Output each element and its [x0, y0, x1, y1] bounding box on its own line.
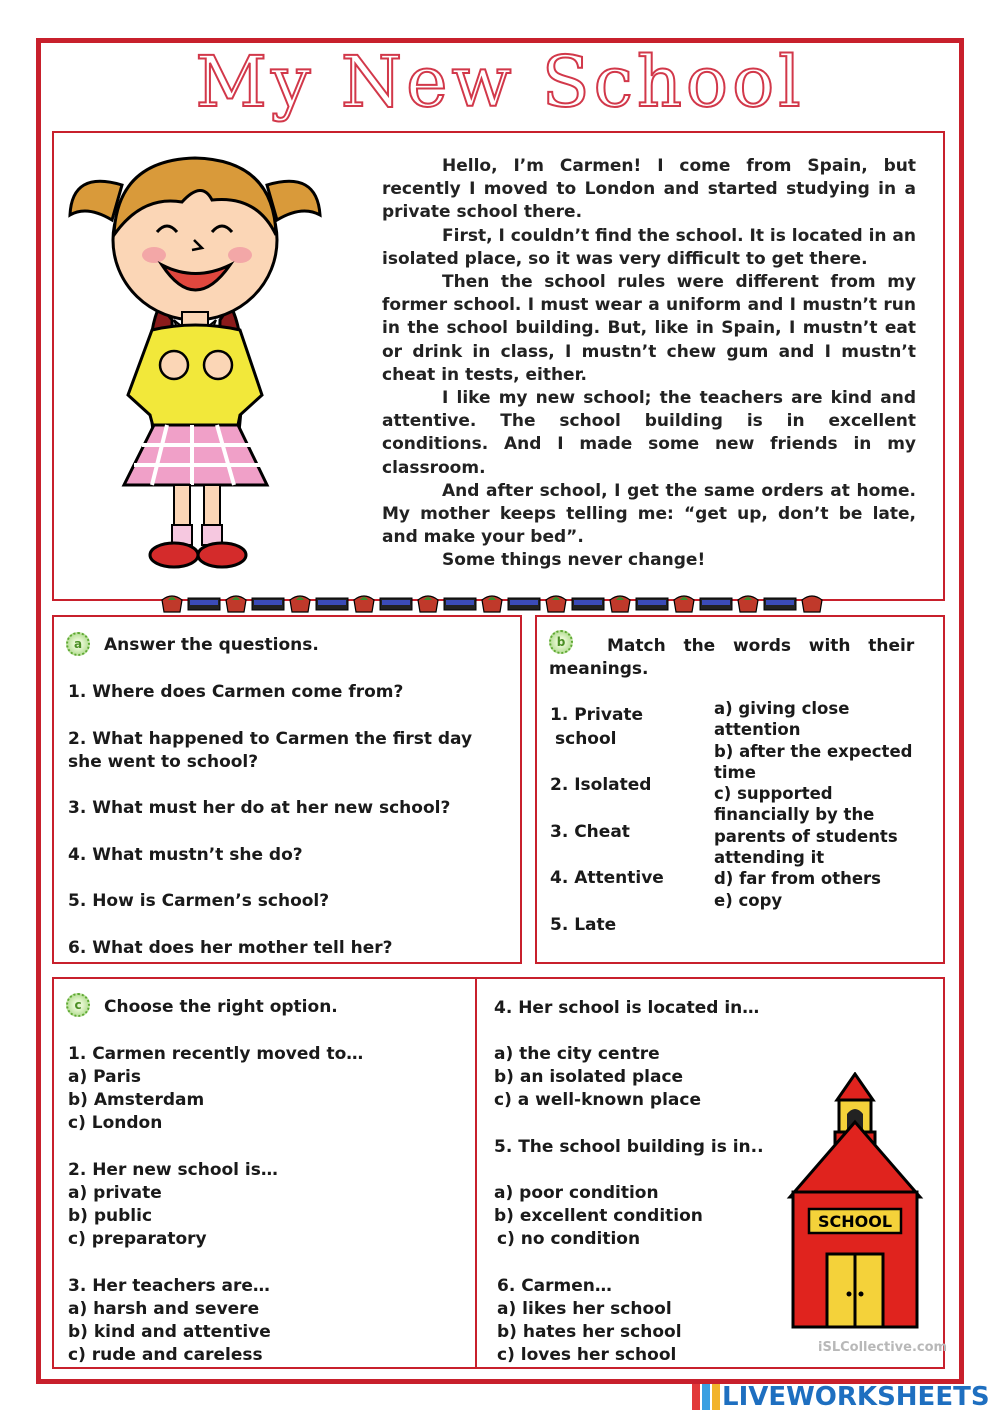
option-choice: a) the city centre	[494, 1044, 660, 1064]
section-b-icon: b	[549, 630, 573, 654]
option-choice: a) harsh and severe	[68, 1299, 260, 1319]
match-meaning: financially by the	[714, 805, 875, 825]
option-choice: c) rude and careless	[68, 1345, 263, 1364]
question-item: 3. What must her do at her new school?	[68, 798, 451, 818]
question-item: 1. Where does Carmen come from?	[68, 682, 404, 702]
question-item: 5. How is Carmen’s school?	[68, 891, 330, 911]
option-choice: a) likes her school	[497, 1299, 672, 1319]
reading-paragraph: Hello, I’m Carmen! I come from Spain, but recently I moved to London and started studying in a private school there.	[382, 156, 916, 223]
match-meaning: parents of students	[714, 826, 898, 846]
match-meaning: b) after the expected	[714, 741, 913, 761]
match-meanings	[714, 698, 924, 911]
match-word: school	[555, 729, 617, 749]
match-word: 4. Attentive	[550, 868, 664, 888]
reading-paragraph: And after school, I get the same orders at home. My mother keeps telling me: “get up, don’t be late, and make your bed”.	[382, 480, 916, 548]
question-item: 4. What mustn’t she do?	[68, 845, 303, 865]
option-choice: c) London	[68, 1113, 163, 1133]
match-meaning: a) giving close	[714, 699, 850, 718]
option-choice: b) an isolated place	[494, 1067, 684, 1087]
option-question: 3. Her teachers are…	[68, 1276, 270, 1296]
option-question: 2. Her new school is…	[68, 1160, 278, 1180]
school-sign: SCHOOL	[817, 1212, 893, 1231]
option-choice: a) private	[68, 1183, 162, 1203]
options-instruction: Choose the right option.	[104, 997, 338, 1017]
reading-paragraph: I like my new school; the teachers are kind and attentive. The school building is in excellent conditions. And I made some new friends in my classroom.	[382, 388, 916, 478]
reading-paragraph: Some things never change!	[442, 550, 706, 571]
options-divider	[475, 978, 477, 1368]
match-meaning: attention	[714, 720, 801, 740]
match-word: 1. Private	[550, 705, 644, 725]
match-meaning: time	[714, 762, 756, 782]
question-item: she went to school?	[68, 752, 259, 772]
match-meaning: d) far from others	[714, 869, 881, 889]
section-c-icon: c	[66, 993, 90, 1017]
school-house-illustration	[785, 1072, 925, 1332]
watermark: iSLCollective.com	[818, 1340, 948, 1355]
option-choice: b) hates her school	[497, 1322, 682, 1342]
match-word: 5. Late	[550, 915, 617, 935]
option-choice: c) loves her school	[497, 1345, 677, 1364]
match-word: 2. Isolated	[550, 775, 652, 795]
option-choice: c) preparatory	[68, 1229, 207, 1249]
option-choice: a) Paris	[68, 1067, 141, 1087]
question-item: 2. What happened to Carmen the first day	[68, 729, 473, 749]
questions-instruction: Answer the questions.	[104, 635, 319, 655]
match-meaning: c) supported	[714, 784, 833, 804]
brand-name[interactable]: LIVEWORKSHEETS	[722, 1382, 990, 1412]
option-choice: c) no condition	[497, 1229, 641, 1249]
girl-illustration	[62, 140, 327, 590]
match-word: 3. Cheat	[550, 822, 630, 842]
option-choice: b) public	[68, 1206, 153, 1226]
question-item: 6. What does her mother tell her?	[68, 938, 393, 958]
option-choice: b) Amsterdam	[68, 1090, 205, 1110]
match-meaning: e) copy	[714, 890, 783, 910]
reading-paragraph: Then the school rules were different from my former school. I must wear a uniform and I mustn’t run in the school building. But, like in Spain, I mustn’t eat or drink in class, I mustn’t chew gum and I mustn’t cheat in tests, either.	[382, 272, 916, 385]
option-choice: c) a well-known place	[494, 1090, 701, 1110]
match-instruction: Match the words with their	[607, 636, 915, 656]
match-meaning: attending it	[714, 848, 825, 868]
option-choice: b) excellent condition	[494, 1206, 703, 1226]
page-title: My New School	[195, 41, 805, 123]
option-question: 4. Her school is located in…	[494, 998, 760, 1018]
option-question: 5. The school building is in..	[494, 1137, 764, 1157]
reading-paragraph: First, I couldn’t find the school. It is located in an isolated place, so it was very difficult to get there.	[382, 225, 916, 269]
decorative-border-row	[160, 592, 830, 614]
reading-text	[382, 155, 916, 573]
option-choice: b) kind and attentive	[68, 1322, 271, 1342]
option-question: 6. Carmen…	[497, 1276, 612, 1296]
section-a-icon: a	[66, 632, 90, 656]
liveworksheets-logo-icon	[692, 1384, 720, 1410]
match-instruction-cont: meanings.	[549, 659, 649, 679]
option-choice: a) poor condition	[494, 1183, 659, 1203]
option-question: 1. Carmen recently moved to…	[68, 1044, 364, 1064]
